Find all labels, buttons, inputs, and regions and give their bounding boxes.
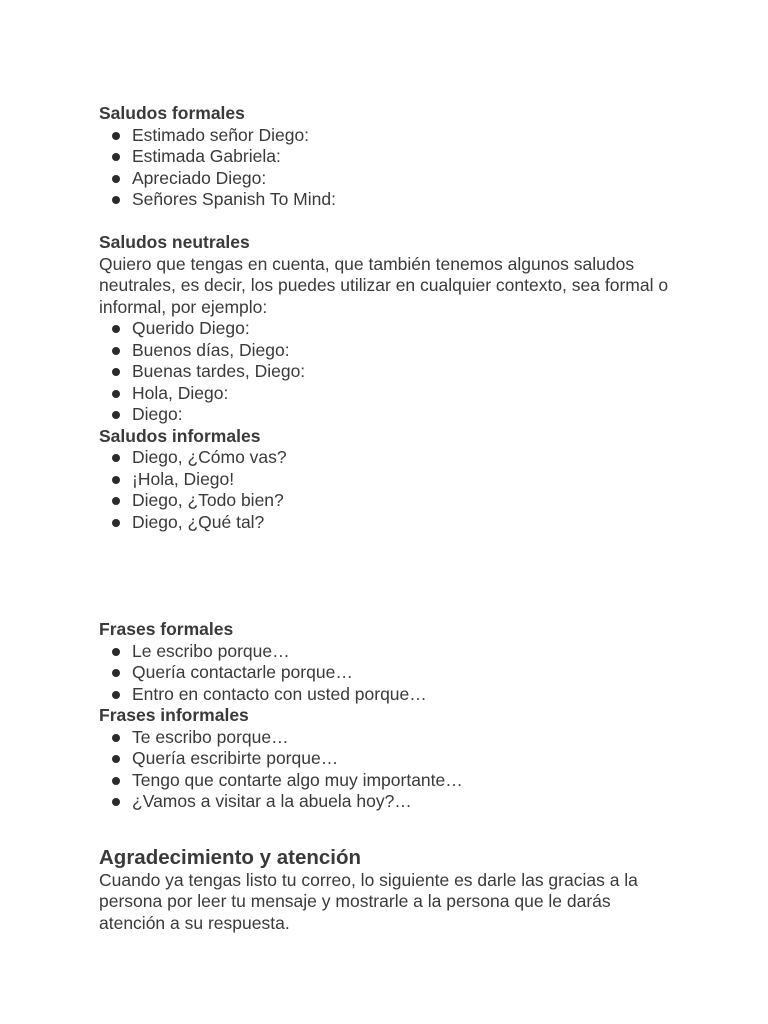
list-item: Estimado señor Diego:	[99, 125, 679, 147]
list-item: Le escribo porque…	[99, 641, 679, 663]
list-item: Apreciado Diego:	[99, 168, 679, 190]
list-item: Te escribo porque…	[99, 727, 679, 749]
list-item: Quería escribirte porque…	[99, 748, 679, 770]
list-item: Hola, Diego:	[99, 383, 679, 405]
document-page	[99, 103, 679, 934]
paragraph-agradecimiento: Cuando ya tengas listo tu correo, lo siguiente es darle las gracias a la persona por leer tu mensaje y mostrarle a la persona que le darás atención a su respuesta.	[99, 869, 638, 933]
list-item: ¡Hola, Diego!	[99, 469, 679, 491]
list-saludos-informales	[99, 447, 679, 533]
heading-agradecimiento: Agradecimiento y atención	[99, 845, 362, 869]
spacer	[99, 211, 679, 233]
spacer	[99, 813, 679, 845]
section-title-saludos-neutrales: Saludos neutrales	[99, 232, 250, 252]
list-item: Diego:	[99, 404, 679, 426]
list-item: Querido Diego:	[99, 318, 679, 340]
section-title-saludos-formales: Saludos formales	[99, 103, 245, 123]
list-item: Tengo que contarte algo muy importante…	[99, 770, 679, 792]
spacer	[99, 533, 679, 619]
list-saludos-neutrales	[99, 318, 679, 426]
list-item: Diego, ¿Cómo vas?	[99, 447, 679, 469]
section-title-saludos-informales: Saludos informales	[99, 425, 261, 446]
list-item: Buenas tardes, Diego:	[99, 361, 679, 383]
list-item: Quería contactarle porque…	[99, 662, 679, 684]
list-frases-informales	[99, 727, 679, 813]
list-item: ¿Vamos a visitar a la abuela hoy?…	[99, 791, 679, 813]
list-item: Estimada Gabriela:	[99, 146, 679, 168]
list-item: Señores Spanish To Mind:	[99, 189, 679, 211]
paragraph-saludos-neutrales: Quiero que tengas en cuenta, que también tenemos algunos saludos neutrales, es decir, los puedes utilizar en cualquier contexto, sea formal o informal, por ejemplo:	[99, 253, 669, 317]
section-title-frases-formales: Frases formales	[99, 619, 234, 639]
list-frases-formales	[99, 641, 679, 706]
list-item: Diego, ¿Todo bien?	[99, 490, 679, 512]
list-item: Buenos días, Diego:	[99, 340, 679, 362]
section-title-frases-informales: Frases informales	[99, 705, 249, 725]
list-item: Diego, ¿Qué tal?	[99, 512, 679, 534]
list-saludos-formales	[99, 125, 679, 211]
list-item: Entro en contacto con usted porque…	[99, 684, 679, 706]
